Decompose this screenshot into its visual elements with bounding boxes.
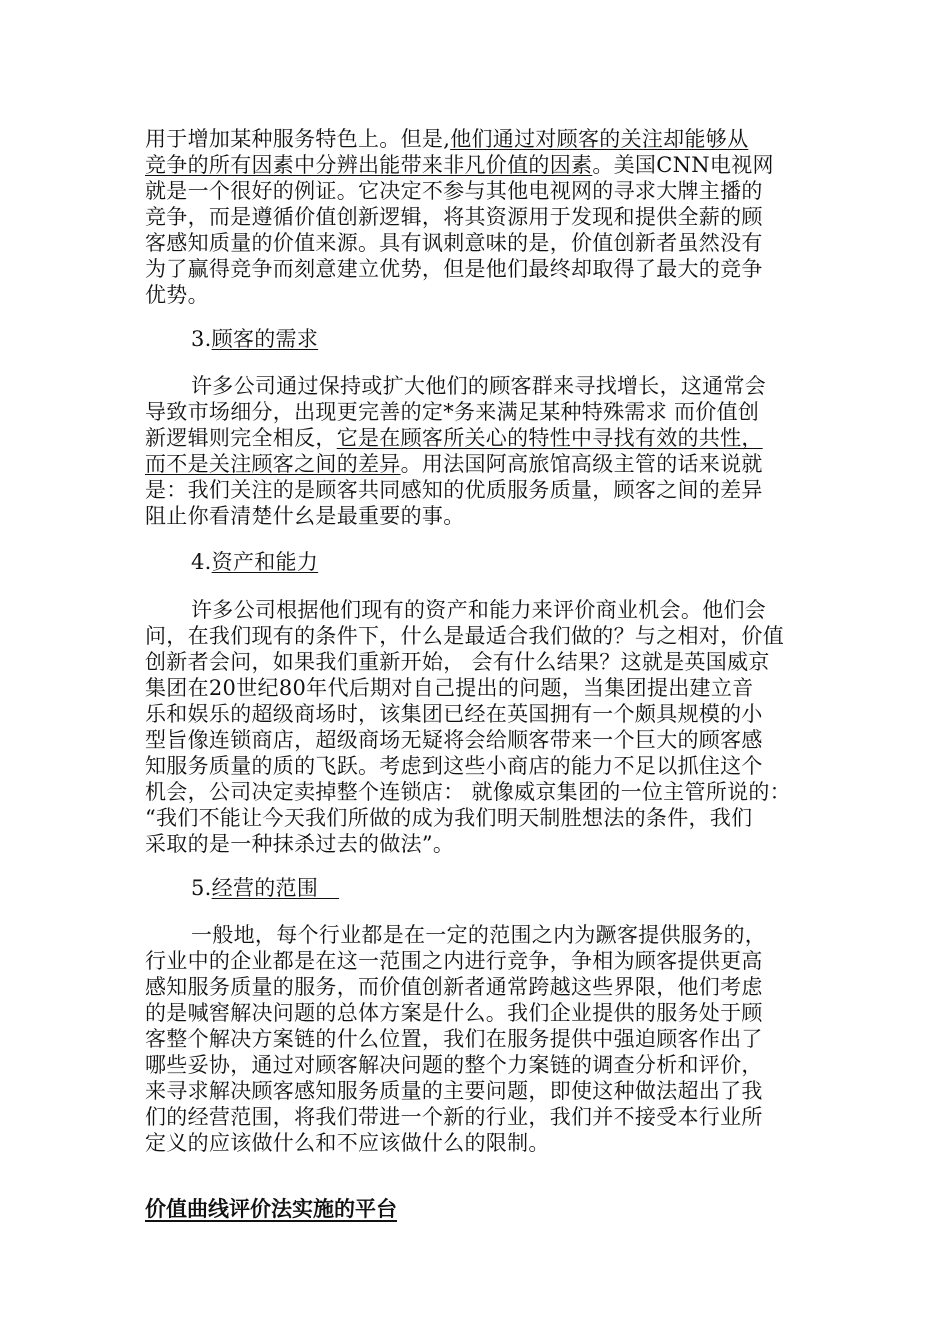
text-line: 许多公司根据他们现有的资产和能力来评价商业机会。他们会 xyxy=(191,598,767,622)
text-line: 哪些妥协，通过对顾客解决问题的整个力案链的调查分析和评价， xyxy=(145,1053,763,1077)
text-line: 就是一个很好的例证。它决定不参与其他电视网的寻求大牌主播的 xyxy=(145,179,763,203)
section-5-heading xyxy=(191,875,339,901)
text-line: 许多公司通过保持或扩大他们的顾客群来寻找增长，这通常会 xyxy=(191,374,767,398)
text-line: 是：我们关注的是顾客共同感知的优质服务质量，顾客之间的差异 xyxy=(145,478,763,502)
text-line: 新逻辑则完全相反，它是在顾客所关心的特性中寻找有效的共性， xyxy=(145,426,763,450)
text-line: 型旨像连锁商店，超级商场无疑将会给顺客带来一个巨大的顾客感 xyxy=(145,728,763,752)
text-line: 感知服务质量的服务，而价值创新者通常跨越这些界限，他们考虑 xyxy=(145,975,763,999)
section-heading: 价值曲线评价法实施的平台 xyxy=(145,1197,397,1221)
section-number: 4. xyxy=(191,550,212,574)
text-line: 阻止你看清楚什幺是最重要的事。 xyxy=(145,504,465,528)
text-line: 行业中的企业都是在这一范围之内进行竞争，争相为顾客提供更高 xyxy=(145,949,763,973)
text-line: 竞争的所有因素中分辨出能带来非凡价值的因素。美国CNN电视网 xyxy=(145,153,774,177)
text-line: 集团在20世纪80年代后期对自己提出的问题，当集团提出建立音 xyxy=(145,676,754,700)
section-title: 顾客的需求 xyxy=(211,327,319,351)
section-3-heading xyxy=(191,326,318,352)
text-line: 为了赢得竞争而刻意建立优势，但是他们最终却取得了最大的竞争 xyxy=(145,257,763,281)
underlined-phrase: 竞争的所有因素中分辨出能带来非凡价值的因素 xyxy=(145,153,593,177)
section-number: 5. xyxy=(191,876,212,900)
text-line: 机会，公司决定卖掉整个连锁店： 就像威京集团的一位主管所说的： xyxy=(145,780,791,804)
text-line: “我们不能让今天我们所做的成为我们明天制胜想法的条件，我们 xyxy=(145,806,753,830)
text-line: 的是喊窖解决问题的总体方案是什么。我们企业提供的服务处于顾 xyxy=(145,1001,763,1025)
text-line: 客感知质量的价值来源。具有讽刺意味的是，价值创新者虽然没有 xyxy=(145,231,763,255)
text-line: 采取的是一种抹杀过去的做法”。 xyxy=(145,832,455,856)
section-title: 资产和能力 xyxy=(211,550,319,574)
text-line: 乐和娱乐的超级商场时，该集团已经在英国拥有一个颇具规模的小 xyxy=(145,702,763,726)
text-line: 优势。 xyxy=(145,283,209,307)
underlined-phrase: 而不是关注顾客之间的差异 xyxy=(145,452,401,476)
section-title: 经营的范围 xyxy=(211,876,340,900)
text-line: 一般地，每个行业都是在一定的范围之内为蹶客提供服务的， xyxy=(191,923,767,947)
underlined-phrase: 他们通过对顾客的关注却能够从 xyxy=(450,127,749,151)
text-line: 定义的应该做什么和不应该做什么的限制。 xyxy=(145,1131,550,1155)
text-line: 来寻求解决顾客感知服务质量的主要问题，即使这种做法超出了我 xyxy=(145,1079,763,1103)
section-number: 3. xyxy=(191,327,212,351)
text-line: 导致市场细分，出现更完善的定*务来满足某种特殊需求 而价值创 xyxy=(145,400,760,424)
text-line: 用于增加某种服务特色上。但是,他们通过对顾客的关注却能够从 xyxy=(145,127,749,151)
text-line: 问，在我们现有的条件下，什么是最适合我们做的？与之相对，价值 xyxy=(145,624,784,648)
text-line: 们的经营范围，将我们带进一个新的行业，我们并不接受本行业所 xyxy=(145,1105,763,1129)
underlined-phrase: 它是在顾客所关心的特性中寻找有效的共性， xyxy=(336,426,763,450)
text-line: 知服务质量的质的飞跃。考虑到这些小商店的能力不足以抓住这个 xyxy=(145,754,763,778)
text-line: 而不是关注顾客之间的差异。用法国阿高旅馆高级主管的话来说就 xyxy=(145,452,763,476)
text-line: 客整个解决方案链的什么位置，我们在服务提供中强迫顾客作出了 xyxy=(145,1027,763,1051)
text-line: 创新者会问，如果我们重新开始， 会有什么结果？这就是英国威京 xyxy=(145,650,770,674)
text-line: 竞争，而是遵循价值创新逻辑，将其资源用于发现和提供全薪的顾 xyxy=(145,205,763,229)
section-4-heading xyxy=(191,549,318,575)
